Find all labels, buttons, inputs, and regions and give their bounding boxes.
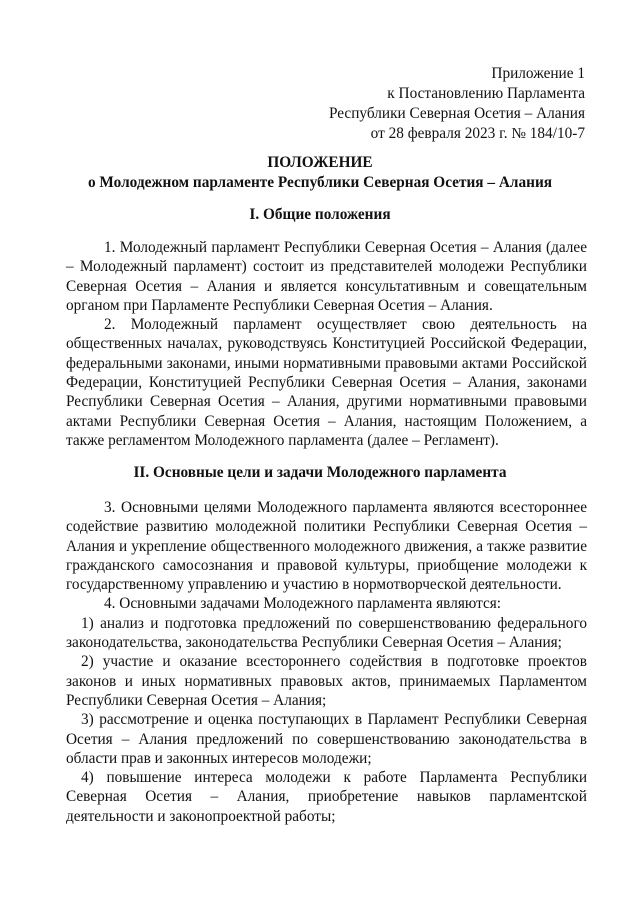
task-item-1: 1) анализ и подготовка предложений по совершенствованию федерального законодательства, законодательства Республики Северная Осетия – Алания; — [66, 614, 587, 652]
section-heading-goals: II. Основные цели и задачи Молодежного парламента — [133, 464, 507, 481]
paragraph-4: 4. Основными задачами Молодежного парламента являются: — [104, 595, 502, 613]
task-item-2: 2) участие и оказание всестороннего содействия в подготовке проектов законов и иных нормативных правовых актов, принимаемых Парламентом Республики Северная Осетия – Алания; — [66, 653, 587, 709]
section-goals-body — [66, 498, 587, 826]
paragraph-3: 3. Основными целями Молодежного парламента являются всестороннее содействие развитию молодежной политики Республики Северная Осетия – Алания и укрепление общественного молодежного движения, а также развитие гражданского самосознания и правовой культуры, приобщение молодежи к государственному управлению и участию в нормотворческой деятельности. — [66, 499, 587, 594]
paragraph-1: 1. Молодежный парламент Республики Северная Осетия – Алания (далее – Молодежный парламент) состоит из представителей молодежи Республики Северная Осетия – Алания и является консультативным и совещательным органом при Парламенте Республики Северная Осетия – Алания. — [66, 239, 587, 314]
section-heading-general: I. Общие положения — [249, 206, 391, 223]
document-title — [0, 153, 640, 193]
annex-header — [329, 64, 585, 144]
title-subtitle: о Молодежном парламенте Республики Северная Осетия – Алания — [87, 174, 553, 191]
title-main: ПОЛОЖЕНИЕ — [267, 154, 373, 171]
section-general-body — [66, 238, 587, 450]
annex-resolution: к Постановлению Парламента — [387, 85, 585, 102]
annex-date: от 28 февраля 2023 г. № 184/10-7 — [370, 125, 585, 142]
annex-parliament: Республики Северная Осетия – Алания — [328, 105, 585, 122]
paragraph-2: 2. Молодежный парламент осуществляет свою деятельность на общественных началах, руководствуясь Конституцией Российской Федерации, федеральными законами, иными нормативными правовыми актами Российской Федерации, Конституцией Республики Северная Осетия – Алания, законами Республики Северная Осетия – Алания, другими нормативными правовыми актами Республики Северная Осетия – Алания, настоящим Положением, а также регламентом Молодежного парламента (далее – Регламент). — [66, 316, 587, 449]
annex-number: Приложение 1 — [491, 65, 585, 82]
task-item-3: 3) рассмотрение и оценка поступающих в Парламент Республики Северная Осетия – Алания предложений по совершенствованию законодательства в области прав и законных интересов молодежи; — [66, 711, 587, 767]
task-item-4: 4) повышение интереса молодежи к работе Парламента Республики Северная Осетия – Алания, приобретение навыков парламентской деятельности и законопроектной работы; — [66, 769, 587, 825]
